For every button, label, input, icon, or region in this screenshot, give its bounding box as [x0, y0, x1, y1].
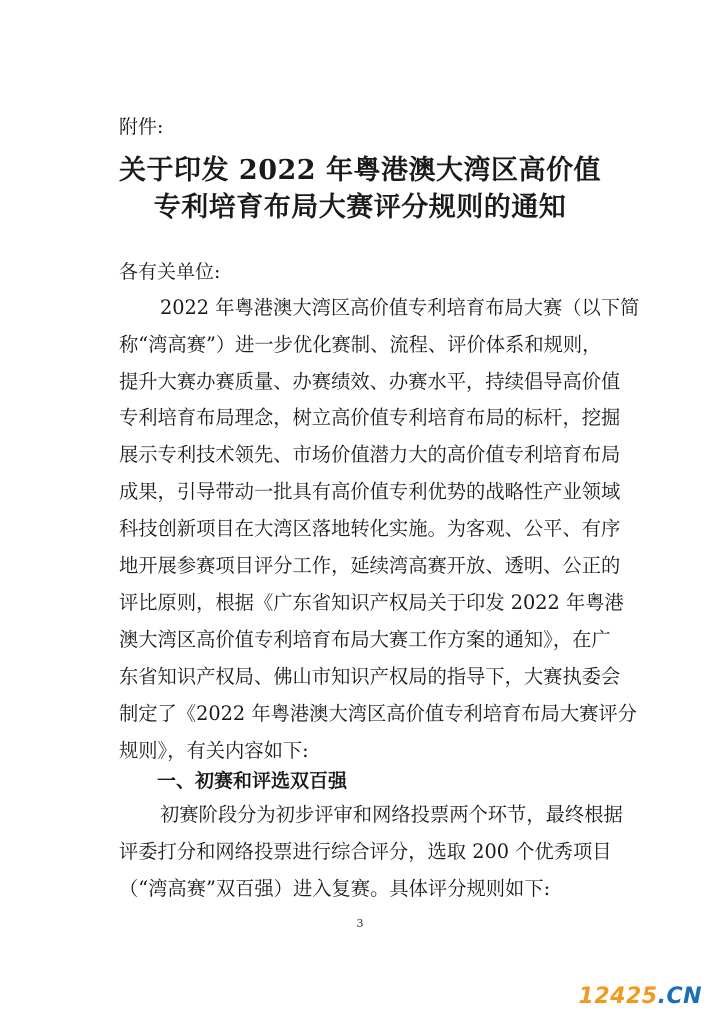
paragraph-line: 展示专利技术领先、市场价值潜力大的高价值专利培育布局 [119, 443, 621, 466]
watermark-dot: . [657, 984, 667, 1009]
paragraph-line: 科技创新项目在大湾区落地转化实施。为客观、公平、有序 [119, 517, 621, 540]
paragraph-line: 规则》，有关内容如下: [119, 739, 309, 762]
paragraph-line: 评委打分和网络投票进行综合评分，选取 200 个优秀项目 [119, 840, 612, 863]
paragraph-line: 东省知识产权局、佛山市知识产权局的指导下，大赛执委会 [119, 665, 621, 688]
paragraph-line: （“湾高赛”双百强）进入复赛。具体评分规则如下: [119, 877, 551, 900]
notice-title-line-1: 关于印发 2022 年粤港澳大湾区高价值 [119, 155, 601, 186]
paragraph-line: 澳大湾区高价值专利培育布局大赛工作方案的通知》，在广 [119, 628, 611, 651]
paragraph-line: 地开展参赛项目评分工作，延续湾高赛开放、透明、公正的 [119, 554, 621, 577]
paragraph-line: 专利培育布局理念，树立高价值专利培育布局的标杆，挖掘 [119, 406, 621, 429]
paragraph-line: 成果，引导带动一批具有高价值专利优势的战略性产业领域 [119, 480, 621, 503]
site-watermark [579, 984, 702, 1009]
paragraph-line: 称“湾高赛”）进一步优化赛制、流程、评价体系和规则， [119, 333, 602, 356]
page-number: 3 [356, 917, 364, 930]
paragraph-line: 提升大赛办赛质量、办赛绩效、办赛水平，持续倡导高价值 [119, 370, 621, 393]
paragraph-line: 制定了《2022 年粤港澳大湾区高价值专利培育布局大赛评分 [119, 702, 637, 725]
paragraph-line: 2022 年粤港澳大湾区高价值专利培育布局大赛（以下简 [160, 296, 640, 319]
annex-label: 附件: [119, 116, 164, 138]
watermark-tld: CN [666, 984, 702, 1009]
paragraph-line: 评比原则，根据《广东省知识产权局关于印发 2022 年粤港 [119, 591, 624, 614]
salutation: 各有关单位: [119, 261, 221, 283]
paragraph-line: 初赛阶段分为初步评审和网络投票两个环节，最终根据 [160, 803, 623, 826]
watermark-number: 12425 [578, 984, 658, 1009]
section-heading: 一、初赛和评选双百强 [157, 770, 348, 792]
notice-title-line-2: 专利培育布局大赛评分规则的通知 [153, 192, 567, 223]
